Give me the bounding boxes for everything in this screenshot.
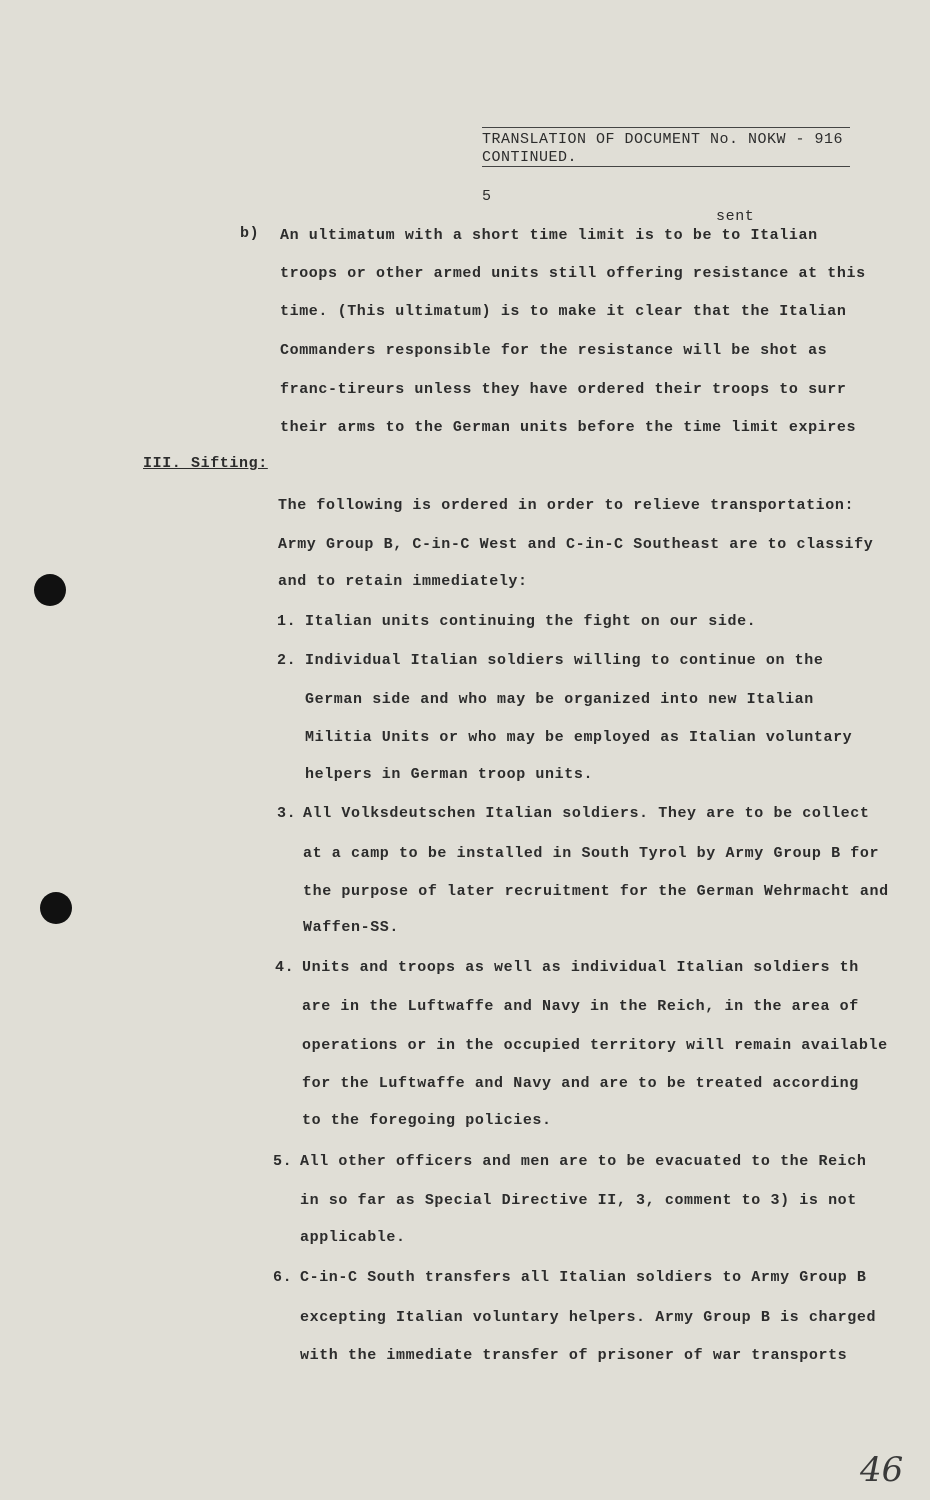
item-line: All Volksdeutschen Italian soldiers. They are to be collect: [303, 805, 870, 822]
punch-hole: [40, 892, 72, 924]
section-b-line: An ultimatum with a short time limit is to be to Italian: [280, 227, 818, 244]
section-b-line: their arms to the German units before the time limit expires: [280, 419, 857, 436]
item-number: 6.: [273, 1269, 293, 1286]
item-number: 4.: [275, 959, 295, 976]
punch-hole: [34, 574, 66, 606]
intro-line: Army Group B, C-in-C West and C-in-C Southeast are to classify: [278, 536, 874, 553]
section-b-line: time. (This ultimatum) is to make it clear that the Italian: [280, 303, 847, 320]
item-number: 3.: [277, 805, 297, 822]
item-line: in so far as Special Directive II, 3, comment to 3) is not: [300, 1192, 857, 1209]
section-iii-heading: III. Sifting:: [143, 455, 268, 472]
item-line: German side and who may be organized into new Italian: [305, 691, 814, 708]
item-line: C-in-C South transfers all Italian soldiers to Army Group B: [300, 1269, 867, 1286]
item-line: Italian units continuing the fight on our side.: [305, 613, 757, 630]
item-line: excepting Italian voluntary helpers. Army Group B is charged: [300, 1309, 877, 1326]
item-line: for the Luftwaffe and Navy and are to be treated according: [302, 1075, 859, 1092]
handwritten-page-number: 46: [860, 1450, 904, 1490]
item-number: 1.: [277, 613, 297, 630]
item-line: Waffen-SS.: [303, 919, 400, 936]
item-line: Individual Italian soldiers willing to continue on the: [305, 652, 824, 669]
page-number: 5: [482, 188, 492, 205]
item-number: 5.: [273, 1153, 293, 1170]
header-rule-bottom: [482, 166, 850, 167]
item-line: with the immediate transfer of prisoner of war transports: [300, 1347, 848, 1364]
section-b-label: b): [240, 225, 260, 242]
item-line: are in the Luftwaffe and Navy in the Reich, in the area of: [302, 998, 859, 1015]
item-line: helpers in German troop units.: [305, 766, 594, 783]
header-title: TRANSLATION OF DOCUMENT No. NOKW - 916: [482, 131, 844, 148]
intro-line: and to retain immediately:: [278, 573, 528, 590]
insertion-word: sent: [716, 208, 755, 225]
item-number: 2.: [277, 652, 297, 669]
section-b-line: Commanders responsible for the resistance will be shot as: [280, 342, 828, 359]
item-line: the purpose of later recruitment for the German Wehrmacht and: [303, 883, 889, 900]
intro-line: The following is ordered in order to relieve transportation:: [278, 497, 855, 514]
item-line: to the foregoing policies.: [302, 1112, 552, 1129]
section-b-line: troops or other armed units still offering resistance at this: [280, 265, 866, 282]
item-line: applicable.: [300, 1229, 406, 1246]
item-line: All other officers and men are to be evacuated to the Reich: [300, 1153, 867, 1170]
header-rule-top: [482, 127, 850, 128]
item-line: operations or in the occupied territory will remain available: [302, 1037, 888, 1054]
section-b-line: franc-tireurs unless they have ordered their troops to surr: [280, 381, 847, 398]
item-line: Units and troops as well as individual Italian soldiers th: [302, 959, 859, 976]
item-line: at a camp to be installed in South Tyrol by Army Group B for: [303, 845, 880, 862]
item-line: Militia Units or who may be employed as Italian voluntary: [305, 729, 853, 746]
header-continued: CONTINUED.: [482, 149, 578, 166]
